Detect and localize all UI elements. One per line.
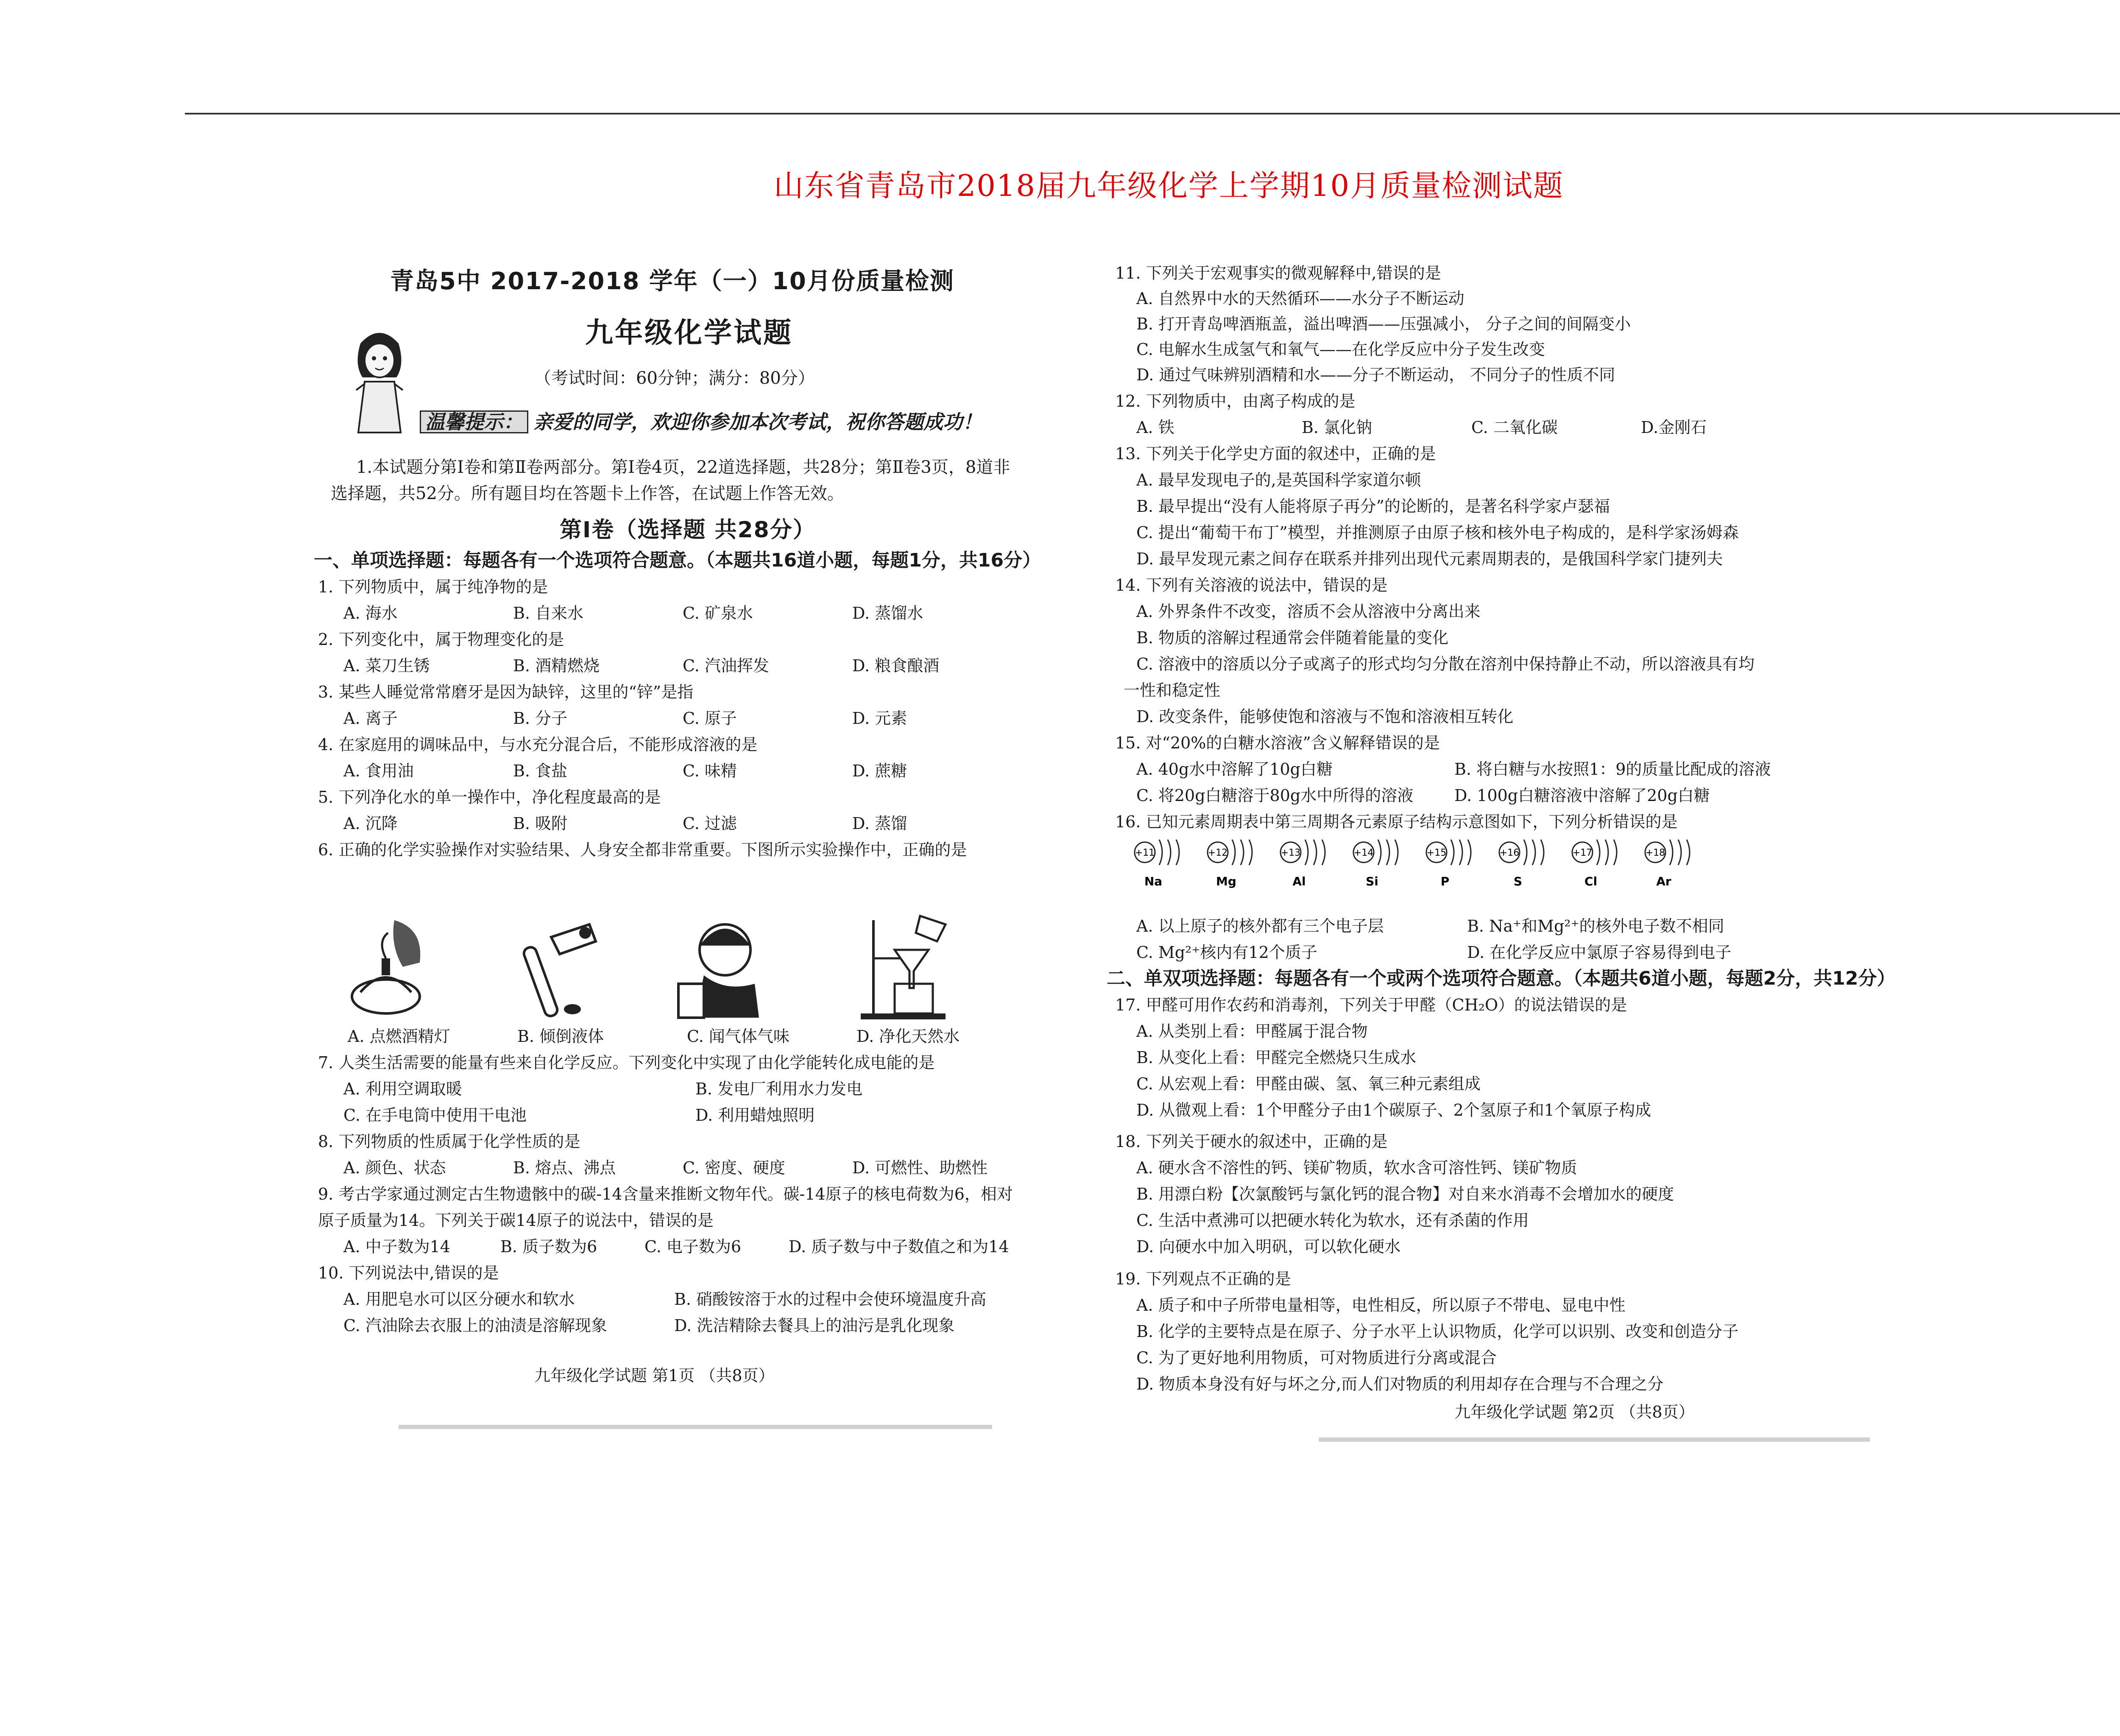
nucleus-charge: +17 xyxy=(1572,848,1593,858)
filtration-illustration xyxy=(852,912,954,1022)
scan-noise xyxy=(399,1425,992,1429)
option: B. 质子数为6 xyxy=(500,1237,597,1256)
option: A. 自然界中水的天然循环——水分子不断运动 xyxy=(1136,289,1464,308)
electron-shell-arc xyxy=(1305,840,1308,865)
question-stem: 6. 正确的化学实验操作对实验结果、人身安全都非常重要。下图所示实验操作中，正确的是 xyxy=(318,840,967,859)
option: D. 最早发现元素之间存在联系并排列出现代元素周期表的，是俄国科学家门捷列夫 xyxy=(1136,550,1723,568)
tip-line xyxy=(420,410,982,433)
atom-na xyxy=(1135,840,1179,888)
electron-shell-arc xyxy=(1159,840,1162,865)
option: A. 外界条件不改变，溶质不会从溶液中分离出来 xyxy=(1136,602,1481,621)
option: C. 提出“葡萄干布丁”模型，并推测原子由原子核和核外电子构成的，是科学家汤姆森 xyxy=(1136,523,1739,542)
electron-shell-arc xyxy=(1687,840,1690,865)
element-symbol: Cl xyxy=(1584,874,1598,888)
element-symbol: Ar xyxy=(1656,874,1671,888)
question-stem: 12. 下列物质中，由离子构成的是 xyxy=(1115,392,1356,410)
section2-heading: 二、单双项选择题：每题各有一个或两个选项符合题意。（本题共6道小题，每题2分，共12分） xyxy=(1107,968,1896,989)
option: B. 硝酸铵溶于水的过程中会使环境温度升高 xyxy=(674,1290,987,1309)
option: D. 从微观上看：1个甲醛分子由1个碳原子、2个氢原子和1个氧原子构成 xyxy=(1136,1101,1651,1119)
electron-shell-arc xyxy=(1378,840,1381,865)
electron-shell-arc xyxy=(1314,840,1317,865)
question-stem-cont: 原子质量为14。下列关于碳14原子的说法中，错误的是 xyxy=(318,1211,714,1230)
electron-shell-arc xyxy=(1678,840,1681,865)
option: A. 最早发现电子的,是英国科学家道尔顿 xyxy=(1136,471,1421,489)
question-stem: 4. 在家庭用的调味品中，与水充分混合后，不能形成溶液的是 xyxy=(318,735,758,754)
scan-noise xyxy=(1319,1437,1870,1442)
option: B. 氯化钠 xyxy=(1302,418,1372,437)
electron-shell-arc xyxy=(1532,840,1535,865)
option: A. 利用空调取暖 xyxy=(343,1080,462,1098)
option: C. 为了更好地利用物质，可对物质进行分离或混合 xyxy=(1136,1348,1497,1367)
electron-shell-arc xyxy=(1605,840,1608,865)
tip-text: 亲爱的同学，欢迎你参加本次考试，祝你答题成功！ xyxy=(533,410,982,433)
option: D. 通过气味辨别酒精和水——分子不断运动， 不同分子的性质不同 xyxy=(1136,366,1615,384)
option: A. 铁 xyxy=(1136,418,1174,437)
atom-p xyxy=(1426,840,1471,888)
element-symbol: Al xyxy=(1292,874,1306,888)
question-stem: 1. 下列物质中，属于纯净物的是 xyxy=(318,578,548,596)
question-stem: 14. 下列有关溶液的说法中，错误的是 xyxy=(1115,576,1388,594)
scanned-exam xyxy=(314,254,1900,1518)
option: D. 向硬水中加入明矾，可以软化硬水 xyxy=(1136,1237,1401,1256)
question-stem: 3. 某些人睡觉常常磨牙是因为缺锌，这里的“锌”是指 xyxy=(318,683,694,701)
option: D. 质子数与中子数值之和为14 xyxy=(789,1237,1009,1256)
atom-cl xyxy=(1572,840,1617,888)
electron-shell-arc xyxy=(1386,840,1389,865)
option: D. 蒸馏 xyxy=(852,814,907,833)
exam-header: 青岛5中 2017-2018 学年（一）10月份质量检测 xyxy=(390,268,954,295)
option: A. 菜刀生锈 xyxy=(343,656,430,675)
electron-shell-arc xyxy=(1322,840,1325,865)
electron-shell-arc xyxy=(1249,840,1252,865)
option: A. 点燃酒精灯 xyxy=(348,1027,450,1046)
element-symbol: Mg xyxy=(1216,874,1236,888)
option-cont: 一性和稳定性 xyxy=(1124,681,1221,700)
tip-label: 温馨提示： xyxy=(420,410,528,433)
option: D. 元素 xyxy=(852,709,907,728)
exam-time-score: （考试时间：60分钟；满分：80分） xyxy=(534,368,815,388)
option: C. 从宏观上看：甲醛由碳、氢、氧三种元素组成 xyxy=(1136,1075,1481,1093)
option: D. 物质本身没有好与坏之分,而人们对物质的利用却存在合理与不合理之分 xyxy=(1136,1375,1664,1393)
cartoon-girl-icon xyxy=(348,327,411,437)
electron-shell-arc xyxy=(1670,840,1673,865)
option: B. 物质的溶解过程通常会伴随着能量的变化 xyxy=(1136,628,1449,647)
option: D. 蒸馏水 xyxy=(852,604,923,622)
electron-shell-arc xyxy=(1459,840,1462,865)
option: A. 海水 xyxy=(343,604,398,622)
electron-shell-arc xyxy=(1468,840,1471,865)
electron-shell-arc xyxy=(1241,840,1244,865)
smelling-gas-illustration xyxy=(674,912,776,1022)
option: A. 40g水中溶解了10g白糖 xyxy=(1136,760,1333,779)
question-stem: 13. 下列关于化学史方面的叙述中，正确的是 xyxy=(1115,444,1436,463)
page-footer-2: 九年级化学试题 第2页 （共8页） xyxy=(1454,1403,1695,1421)
electron-shell-arc xyxy=(1614,840,1617,865)
electron-shell-arc xyxy=(1232,840,1235,865)
exam-note-line-2: 选择题，共52分。所有题目均在答题卡上作答，在试题上作答无效。 xyxy=(331,484,844,503)
nucleus-charge: +15 xyxy=(1426,848,1447,858)
option: C. 生活中煮沸可以把硬水转化为软水，还有杀菌的作用 xyxy=(1136,1211,1529,1230)
option: D. 在化学反应中氯原子容易得到电子 xyxy=(1467,943,1732,962)
atom-al xyxy=(1280,840,1325,888)
part1-title: 第Ⅰ卷（选择题 共28分） xyxy=(560,517,816,543)
exam-subject-title: 九年级化学试题 xyxy=(585,316,793,349)
electron-shell-arc xyxy=(1176,840,1179,865)
electron-shell-arc xyxy=(1451,840,1454,865)
option: C. 汽油挥发 xyxy=(683,656,769,675)
option: B. 吸附 xyxy=(513,814,568,833)
page-footer-1: 九年级化学试题 第1页 （共8页） xyxy=(534,1366,775,1385)
option: B. 食盐 xyxy=(513,762,568,780)
exam-note-line-1: 1.本试题分第Ⅰ卷和第Ⅱ卷两部分。第Ⅰ卷4页，22道选择题，共28分；第Ⅱ卷3页，8道非 xyxy=(356,458,1010,477)
option: A. 以上原子的核外都有三个电子层 xyxy=(1136,917,1384,935)
option: B. Na⁺和Mg²⁺的核外电子数不相同 xyxy=(1467,917,1724,935)
question-stem: 8. 下列物质的性质属于化学性质的是 xyxy=(318,1132,580,1151)
document-title: 山东省青岛市2018届九年级化学上学期10月质量检测试题 xyxy=(773,168,1564,203)
atom-s xyxy=(1499,840,1544,888)
nucleus-charge: +12 xyxy=(1208,848,1228,858)
option: B. 熔点、沸点 xyxy=(513,1158,616,1177)
question-stem: 15. 对“20%的白糖水溶液”含义解释错误的是 xyxy=(1115,734,1440,752)
nucleus-charge: +16 xyxy=(1499,848,1520,858)
option: D. 净化天然水 xyxy=(856,1027,960,1046)
option: A. 离子 xyxy=(343,709,398,728)
option: C. 将20g白糖溶于80g水中所得的溶液 xyxy=(1136,786,1414,805)
option: C. Mg²⁺核内有12个质子 xyxy=(1136,943,1317,962)
nucleus-charge: +13 xyxy=(1280,848,1301,858)
question-stem: 19. 下列观点不正确的是 xyxy=(1115,1270,1291,1288)
question-stem: 7. 人类生活需要的能量有些来自化学反应。下列变化中实现了由化学能转化成电能的是 xyxy=(318,1053,935,1072)
option: B. 从变化上看：甲醛完全燃烧只生成水 xyxy=(1136,1048,1417,1067)
top-rule xyxy=(185,113,2120,114)
option: A. 颜色、状态 xyxy=(343,1158,446,1177)
question-stem: 16. 已知元素周期表中第三周期各元素原子结构示意图如下，下列分析错误的是 xyxy=(1115,812,1678,831)
nucleus-charge: +11 xyxy=(1135,848,1155,858)
electron-shell-arc xyxy=(1597,840,1600,865)
element-symbol: Si xyxy=(1366,874,1378,888)
option: D. 利用蜡烛照明 xyxy=(695,1106,815,1125)
element-symbol: Na xyxy=(1144,874,1163,888)
option: B. 分子 xyxy=(513,709,568,728)
nucleus-charge: +18 xyxy=(1645,848,1665,858)
option: D. 改变条件，能够使饱和溶液与不饱和溶液相互转化 xyxy=(1136,707,1514,726)
option: A. 从类别上看：甲醛属于混合物 xyxy=(1136,1022,1368,1041)
electron-shell-arc xyxy=(1395,840,1398,865)
option: D. 蔗糖 xyxy=(852,762,907,780)
option: B. 用漂白粉【次氯酸钙与氯化钙的混合物】对自来水消毒不会增加水的硬度 xyxy=(1136,1185,1674,1203)
option: A. 硬水含不溶性的钙、镁矿物质，软水含可溶性钙、镁矿物质 xyxy=(1136,1158,1577,1177)
option: C. 二氧化碳 xyxy=(1471,418,1558,437)
option: C. 过滤 xyxy=(683,814,737,833)
electron-shell-arc xyxy=(1524,840,1527,865)
question-stem: 9. 考古学家通过测定古生物遗骸中的碳-14含量来推断文物年代。碳-14原子的核电荷数为6，相对 xyxy=(318,1185,1013,1203)
option: D. 100g白糖溶液中溶解了20g白糖 xyxy=(1454,786,1710,805)
atomic-structure-diagram xyxy=(1128,835,1721,890)
option: B. 自来水 xyxy=(513,604,584,622)
option: C. 原子 xyxy=(683,709,737,728)
question-stem: 11. 下列关于宏观事实的微观解释中,错误的是 xyxy=(1115,264,1441,282)
option: A. 沉降 xyxy=(343,814,398,833)
option: C. 味精 xyxy=(683,762,737,780)
element-symbol: S xyxy=(1513,874,1523,888)
atom-mg xyxy=(1208,840,1252,888)
option: C. 闻气体气味 xyxy=(687,1027,789,1046)
question-stem: 18. 下列关于硬水的叙述中，正确的是 xyxy=(1115,1132,1388,1151)
option: B. 发电厂利用水力发电 xyxy=(695,1080,863,1098)
option: B. 化学的主要特点是在原子、分子水平上认识物质，化学可以识别、改变和创造分子 xyxy=(1136,1322,1739,1341)
question-stem: 17. 甲醛可用作农药和消毒剂，下列关于甲醛（CH₂O）的说法错误的是 xyxy=(1115,996,1627,1014)
option: C. 矿泉水 xyxy=(683,604,753,622)
option: D. 洗洁精除去餐具上的油污是乳化现象 xyxy=(674,1316,955,1335)
option: C. 电解水生成氢气和氧气——在化学反应中分子发生改变 xyxy=(1136,340,1545,359)
question-stem: 5. 下列净化水的单一操作中，净化程度最高的是 xyxy=(318,788,661,807)
option: A. 食用油 xyxy=(343,762,414,780)
option: D. 可燃性、助燃性 xyxy=(852,1158,988,1177)
option: C. 电子数为6 xyxy=(644,1237,742,1256)
option: C. 溶液中的溶质以分子或离子的形式均匀分散在溶剂中保持静止不动，所以溶液具有均 xyxy=(1136,655,1755,673)
atom-ar xyxy=(1645,840,1690,888)
section1-heading: 一、单项选择题：每题各有一个选项符合题意。（本题共16道小题，每题1分，共16分） xyxy=(314,550,1041,571)
electron-shell-arc xyxy=(1541,840,1544,865)
element-symbol: P xyxy=(1440,874,1450,888)
option: D. 粮食酿酒 xyxy=(852,656,940,675)
option: A. 质子和中子所带电量相等，电性相反，所以原子不带电、显电中性 xyxy=(1136,1296,1626,1315)
question-stem: 10. 下列说法中,错误的是 xyxy=(318,1264,499,1282)
nucleus-charge: +14 xyxy=(1353,848,1374,858)
option: D.金刚石 xyxy=(1641,418,1707,437)
option: B. 倾倒液体 xyxy=(517,1027,604,1046)
option: B. 将白糖与水按照1：9的质量比配成的溶液 xyxy=(1454,760,1771,779)
electron-shell-arc xyxy=(1168,840,1171,865)
option: A. 中子数为14 xyxy=(343,1237,450,1256)
option: C. 密度、硬度 xyxy=(683,1158,785,1177)
question-stem: 2. 下列变化中，属于物理变化的是 xyxy=(318,630,564,649)
option: B. 酒精燃烧 xyxy=(513,656,600,675)
option: B. 最早提出“没有人能将原子再分”的论断的，是著名科学家卢瑟福 xyxy=(1136,497,1610,516)
option: C. 汽油除去衣服上的油渍是溶解现象 xyxy=(343,1316,607,1335)
option: C. 在手电筒中使用干电池 xyxy=(343,1106,527,1125)
atom-si xyxy=(1353,840,1398,888)
option: A. 用肥皂水可以区分硬水和软水 xyxy=(343,1290,575,1309)
alcohol-lamp-illustration xyxy=(339,912,441,1022)
pouring-liquid-illustration xyxy=(505,912,606,1022)
option: B. 打开青岛啤酒瓶盖，溢出啤酒——压强减小， 分子之间的间隔变小 xyxy=(1136,315,1631,333)
